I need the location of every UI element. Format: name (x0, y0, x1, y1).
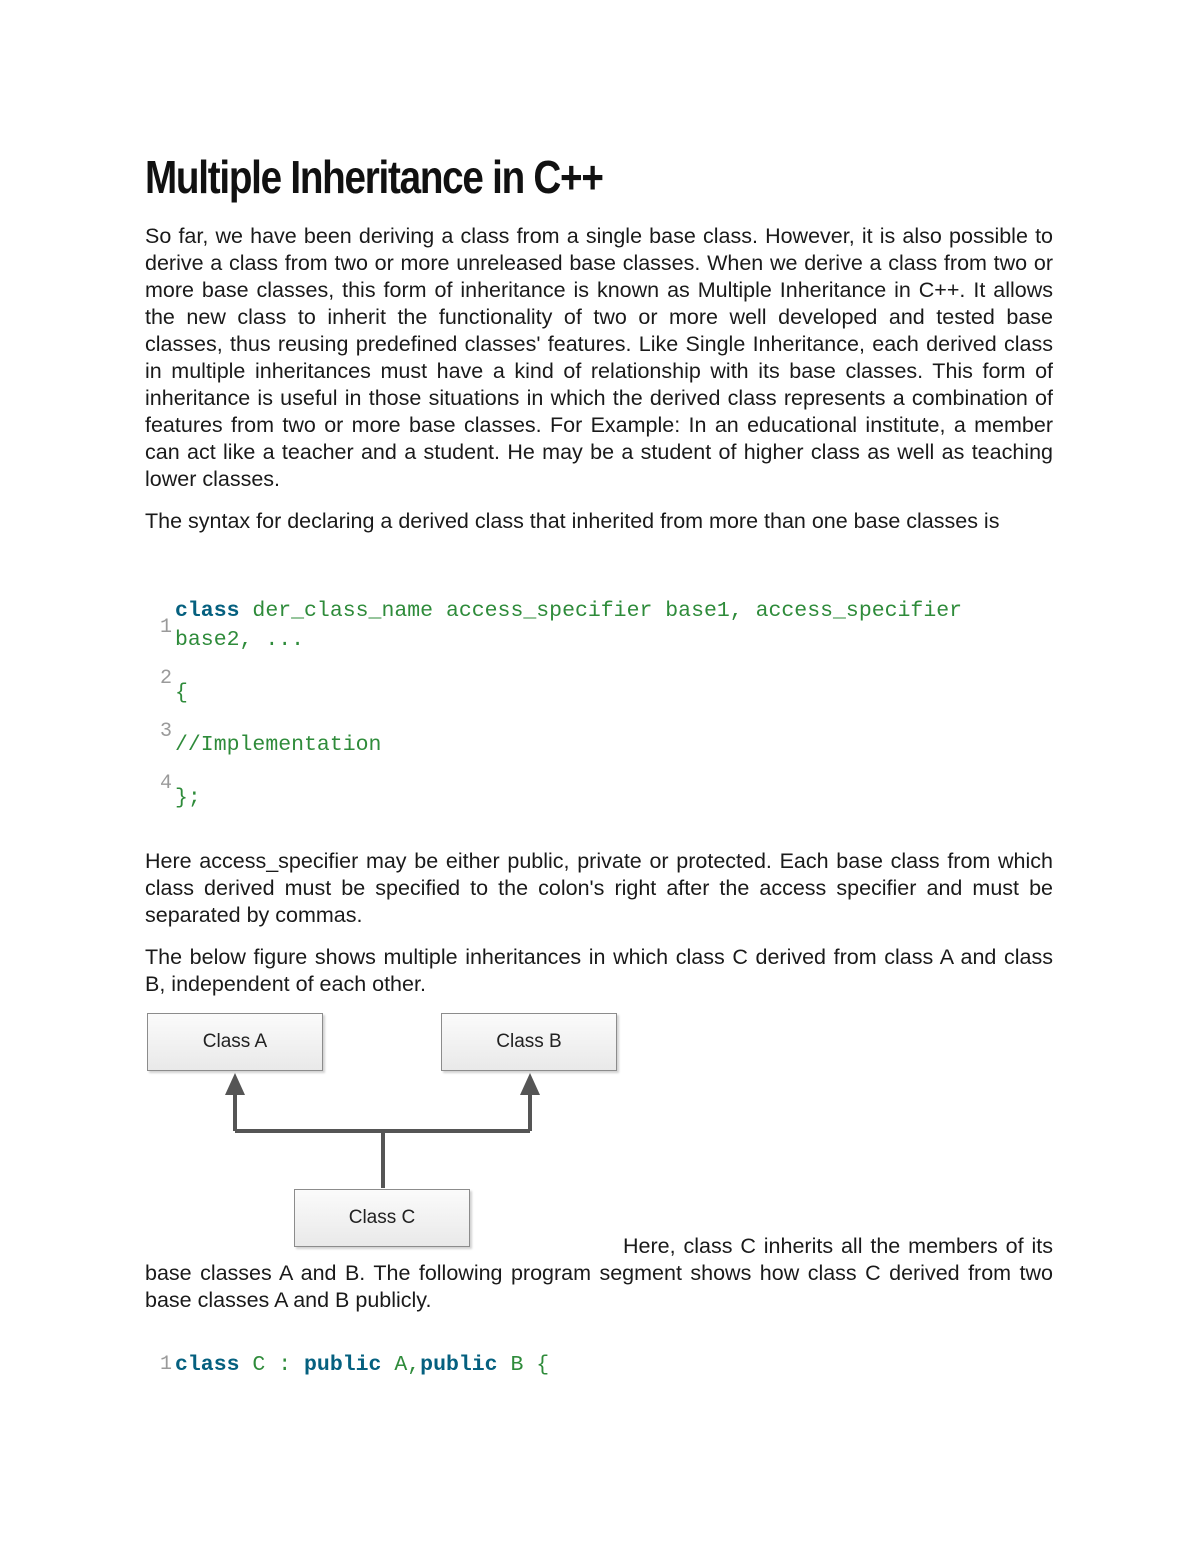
code-keyword: class (175, 599, 240, 623)
class-a-box: Class A (147, 1013, 323, 1071)
class-c-paragraph: Here, class C inherits all the members of its base classes A and B. The following program segment shows how class C derived from two base classes A and B publicly. (145, 1234, 1053, 1312)
code-line-3: //Implementation (175, 733, 382, 757)
intro-paragraph: So far, we have been deriving a class from a single base class. However, it is also possible to derive a class from two or more unreleased base classes. When we derive a class from two or more base classes, this form of inheritance is known as Multiple Inheritance in C++. It allows the new class to inherit the functionality of two or more well developed and tested base classes, thus reusing predefined classes' features. Like Single Inheritance, each derived class in multiple inheritances must have a kind of relationship with its base classes. This form of inheritance is useful in those situations in which the derived class represents a combination of features from two or more base classes. For Example: In an educational institute, a member can act like a teacher and a student. He may be a student of higher class as well as teaching lower classes. (145, 224, 1053, 491)
code-keyword: public (420, 1353, 498, 1377)
code-text: der_class_name access_specifier base1, access_specifier (239, 599, 963, 623)
code-text: B { (497, 1353, 550, 1377)
class-c-box: Class C (294, 1189, 470, 1247)
code-line-4: }; (175, 786, 201, 810)
arrowhead-icon (520, 1073, 540, 1095)
line-number: 3 (160, 720, 173, 743)
code-line-2: { (175, 681, 188, 705)
code-text: A, (381, 1353, 421, 1377)
code-line-1 (175, 1351, 549, 1379)
syntax-intro-paragraph: The syntax for declaring a derived class that inherited from more than one base classes is (145, 509, 1000, 533)
class-b-box: Class B (441, 1013, 617, 1071)
line-number: 4 (160, 772, 173, 795)
line-number: 1 (160, 1353, 173, 1376)
line-number: 2 (160, 667, 173, 690)
code-line-1 (175, 597, 962, 625)
arrowhead-icon (225, 1073, 245, 1095)
figure-intro-paragraph: The below figure shows multiple inheritances in which class C derived from class A and class B, independent of each other. (145, 945, 1053, 996)
code-text: C : (239, 1353, 305, 1377)
code-keyword: public (304, 1353, 382, 1377)
line-number: 1 (160, 616, 173, 639)
code-keyword: class (175, 1353, 240, 1377)
page-title: Multiple Inheritance in C++ (145, 151, 603, 203)
access-specifier-paragraph: Here access_specifier may be either public, private or protected. Each base class from which class derived must be specified to the colon's right after the access specifier and must be separated by commas. (145, 849, 1053, 927)
code-line-1-wrap: base2, ... (175, 628, 305, 652)
inheritance-diagram (140, 1005, 640, 1265)
